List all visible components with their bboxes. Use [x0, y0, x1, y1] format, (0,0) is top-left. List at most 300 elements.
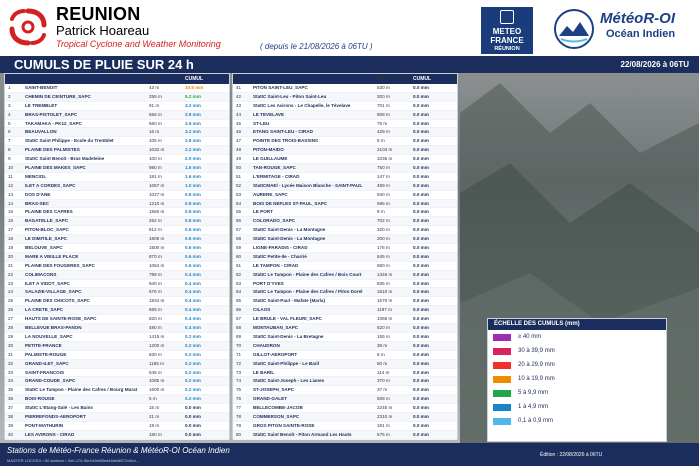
table-row	[233, 360, 457, 369]
station-name: LE DIMITILE_SAPC	[25, 236, 68, 242]
station-name: LE PORT	[253, 209, 273, 215]
table-row	[5, 333, 229, 342]
table-row	[5, 93, 229, 102]
station-name: PLAINE DES FOUGERES_SAPC	[25, 262, 95, 268]
station-name: GRAND-COUDE_SAPC	[25, 378, 76, 384]
footer-edition: Édition : 22/08/2026 à 06TU	[540, 452, 603, 458]
table-row	[233, 315, 457, 324]
station-cumul: 0.0 mm	[413, 85, 429, 90]
station-altitude: 320 m	[377, 227, 390, 233]
station-name: BRAS-PISTOLET_SAPC	[25, 111, 78, 117]
table-row	[5, 413, 229, 422]
station-altitude: 255 m	[149, 93, 162, 99]
station-altitude: 1560 m	[149, 209, 165, 215]
table-row	[5, 164, 229, 173]
station-cumul: 1.6 mm	[185, 165, 201, 171]
station-altitude: 19 m	[149, 422, 160, 428]
station-altitude: 575 m	[377, 431, 390, 437]
table-row	[5, 200, 229, 209]
station-altitude: 645 m	[377, 253, 390, 259]
table-row	[233, 120, 457, 129]
station-number: 49	[236, 156, 242, 162]
station-name: CILAOS	[253, 307, 271, 313]
station-cumul: 0.0 mm	[413, 156, 429, 162]
table-row	[5, 377, 229, 386]
table-row	[5, 226, 229, 235]
page-title: CUMULS DE PLUIE SUR 24 h	[14, 57, 194, 72]
station-number: 53	[236, 191, 242, 197]
station-number: 55	[236, 209, 242, 215]
station-cumul: 0.8 mm	[185, 191, 201, 197]
station-number: 43	[236, 102, 242, 108]
station-cumul: 0.0 mm	[413, 360, 429, 366]
table-row	[233, 351, 457, 360]
col-station: STATION	[25, 76, 47, 82]
meteo-france-logo	[481, 7, 533, 54]
station-cumul: 0.0 mm	[413, 227, 429, 233]
table-row	[5, 128, 229, 137]
station-name: MONTAUBAN_SAPC	[253, 325, 299, 331]
station-altitude: 1610 m	[377, 289, 393, 295]
legend-item	[488, 358, 666, 372]
table-row	[5, 360, 229, 369]
station-name: ETANG SAINT-LEU - CIRAD	[253, 129, 313, 135]
station-number: 6	[8, 129, 11, 135]
table-row	[233, 262, 457, 271]
station-number: 54	[236, 200, 242, 206]
station-altitude: 147 m	[377, 173, 390, 179]
station-name: LA CRETE_SAPC	[25, 307, 64, 313]
station-cumul: 2.0 mm	[185, 156, 201, 162]
station-number: 27	[8, 316, 14, 322]
legend-swatch	[493, 376, 511, 383]
station-name: GILLOT-AEROPORT	[253, 351, 298, 357]
station-number: 62	[236, 271, 242, 277]
table-row	[233, 102, 457, 111]
station-name: LE BARIL	[253, 369, 275, 375]
legend-label: 0,1 à 0,9 mm	[518, 418, 554, 424]
station-name: PLAINE DES MAKES_SAPC	[25, 165, 86, 171]
station-name: LIGNE-PARADIS - CIRAD	[253, 245, 308, 251]
station-altitude: 1200 m	[149, 342, 165, 348]
legend-item	[488, 344, 666, 358]
station-altitude: 180 m	[149, 431, 162, 437]
table-row	[233, 191, 457, 200]
station-altitude: 50 m	[377, 360, 388, 366]
station-altitude: 480 m	[149, 325, 162, 331]
table-row	[5, 422, 229, 431]
station-altitude: 1035 m	[377, 156, 393, 162]
station-number: 38	[8, 413, 14, 419]
station-cumul: 0.0 mm	[413, 405, 429, 411]
station-altitude: 37 m	[377, 387, 388, 393]
station-cumul: 0.2 mm	[185, 387, 201, 393]
station-cumul: 0.0 mm	[413, 298, 429, 304]
station-altitude: 1197 m	[377, 307, 392, 313]
station-number: 77	[236, 405, 242, 411]
table-row	[233, 128, 457, 137]
station-number: 37	[8, 405, 14, 411]
table-row	[5, 395, 229, 404]
station-number: 46	[236, 129, 242, 135]
station-number: 42	[236, 93, 242, 99]
station-altitude: 940 m	[149, 280, 162, 286]
table-row	[5, 173, 229, 182]
station-cumul: 0.0 mm	[185, 405, 201, 411]
station-name: PLAINE DES CHICOTS_SAPC	[25, 298, 90, 304]
table-row	[233, 413, 457, 422]
table-row	[233, 200, 457, 209]
station-altitude: 38 m	[377, 342, 388, 348]
station-altitude: 830 m	[149, 351, 162, 357]
station-name: BAGATELLE_SAPC	[25, 218, 69, 224]
station-altitude: 100 m	[149, 156, 162, 162]
station-name: AURERE_SAPC	[253, 191, 288, 197]
station-cumul: 0.0 mm	[413, 333, 429, 339]
station-altitude: 178 m	[377, 245, 390, 251]
station-altitude: 2103 m	[377, 147, 393, 153]
station-name: LE TREMBLET	[25, 102, 58, 108]
station-name: BELLECOMBE-JACOB	[253, 405, 303, 411]
station-cumul: 0.4 mm	[185, 316, 201, 322]
station-cumul: 0.4 mm	[185, 280, 201, 286]
table-row	[233, 244, 457, 253]
table-row	[5, 102, 229, 111]
station-number: 19	[8, 245, 14, 251]
table-row	[233, 306, 457, 315]
station-name: DOS D'ANE	[25, 191, 51, 197]
station-cumul: 0.4 mm	[185, 298, 201, 304]
table-row	[5, 217, 229, 226]
mf-line3: RÉUNION	[494, 46, 520, 52]
station-cumul: 4.2 mm	[185, 102, 201, 108]
station-name: LE BRULE - VAL FLEURI_SAPC	[253, 316, 322, 322]
station-altitude: 181 m	[149, 173, 162, 179]
station-cumul: 0.8 mm	[185, 218, 201, 224]
station-cumul: 0.0 mm	[413, 191, 429, 197]
legend-items	[488, 330, 666, 428]
station-number: 8	[8, 147, 11, 153]
station-name: MARE A VIEILLE PLACE	[25, 253, 79, 259]
table-row	[233, 297, 457, 306]
legend-swatch	[493, 418, 511, 425]
legend-label: 1 à 4,9 mm	[518, 404, 549, 410]
station-number: 13	[8, 191, 14, 197]
station-cumul: 0.0 mm	[413, 111, 429, 117]
col-altitude: ALT.	[149, 76, 160, 82]
station-cumul: 0.0 mm	[413, 351, 429, 357]
rainfall-legend	[487, 318, 667, 442]
station-cumul: 0.0 mm	[413, 236, 429, 242]
station-altitude: 545 m	[149, 369, 162, 375]
table-row	[5, 404, 229, 413]
station-name: PIERREFONDS-AEROPORT	[25, 413, 86, 419]
station-cumul: 0.0 mm	[185, 431, 201, 437]
station-altitude: 370 m	[377, 378, 390, 384]
table-row	[5, 111, 229, 120]
station-altitude: 2310 m	[377, 413, 393, 419]
legend-swatch	[493, 404, 511, 411]
station-name: BEAUVALLON	[25, 129, 57, 135]
station-cumul: 0.0 mm	[413, 325, 429, 331]
station-cumul: 0.0 mm	[413, 93, 429, 99]
station-number: 72	[236, 360, 242, 366]
legend-label: 5 à 9,9 mm	[518, 390, 549, 396]
station-cumul: 0.0 mm	[413, 138, 429, 144]
table-header	[5, 74, 229, 84]
station-name: L'ERMITAGE - CIRAD	[253, 173, 300, 179]
station-altitude: 15 m	[149, 405, 160, 411]
station-number: 48	[236, 147, 242, 153]
station-number: 9	[8, 156, 11, 162]
station-name: SAINT-FRANCOIS	[25, 369, 65, 375]
table-row	[5, 182, 229, 191]
station-cumul: 0.2 mm	[185, 351, 201, 357]
station-altitude: 1085 m	[149, 378, 165, 384]
station-cumul: 0.6 mm	[185, 236, 201, 242]
station-number: 63	[236, 280, 242, 286]
station-number: 18	[8, 236, 14, 242]
station-name: HAUTS DE SAINTE-ROSE_SAPC	[25, 316, 97, 322]
station-altitude: 1210 m	[149, 200, 165, 206]
station-altitude: 980 m	[149, 165, 162, 171]
station-number: 64	[236, 289, 242, 295]
table-body	[233, 84, 457, 440]
station-number: 2	[8, 93, 11, 99]
station-name: PORT D'YVES	[253, 280, 284, 286]
station-altitude: 79 m	[377, 120, 388, 126]
station-altitude: 105 m	[149, 138, 162, 144]
station-altitude: 1415 m	[149, 333, 165, 339]
station-number: 35	[8, 387, 14, 393]
station-number: 7	[8, 138, 11, 144]
station-altitude: 940 m	[377, 191, 390, 197]
table-row	[5, 386, 229, 395]
table-row	[5, 235, 229, 244]
station-name: PETITE-FRANCE	[25, 342, 62, 348]
station-name: LA NOUVELLE_SAPC	[25, 333, 73, 339]
station-name: PLAINE DES PALMISTES	[25, 147, 80, 153]
table-row	[233, 288, 457, 297]
mf-line2: FRANCE	[490, 36, 524, 45]
station-cumul: 0.8 mm	[185, 200, 201, 206]
station-number: 59	[236, 245, 242, 251]
station-name: POINTE DES TROIS-BASSINS	[253, 138, 319, 144]
station-name: TAKAMAKA - PK12_SAPC	[25, 120, 82, 126]
meteor-oi-title: MétéoR-OI	[600, 10, 675, 27]
table-row	[5, 306, 229, 315]
station-cumul: 0.0 mm	[413, 422, 429, 428]
table-row	[233, 217, 457, 226]
station-altitude: 21 m	[149, 413, 160, 419]
station-name: ST-LEU	[253, 120, 270, 126]
station-altitude: 9 m	[377, 209, 385, 215]
legend-title: ÉCHELLE DES CUMULS (mm)	[488, 319, 666, 330]
station-cumul: 0.0 mm	[413, 316, 429, 322]
station-cumul: 0.0 mm	[413, 289, 429, 295]
station-number: 14	[8, 200, 14, 206]
station-altitude: 1600 m	[149, 387, 165, 393]
station-cumul: 0.0 mm	[413, 378, 429, 384]
station-number: 17	[8, 227, 14, 233]
period-subtitle: ( depuis le 21/08/2026 à 06TU )	[260, 42, 373, 51]
station-cumul: 0.6 mm	[185, 245, 201, 251]
table-row	[5, 297, 229, 306]
station-name: ST-JOSEPH_SAPC	[253, 387, 295, 393]
table-row	[233, 342, 457, 351]
station-altitude: 1032 m	[149, 147, 165, 153]
station-name: ILET A CORDES_SAPC	[25, 182, 76, 188]
station-name: PONT-MATHURIN	[25, 422, 64, 428]
station-number: 75	[236, 387, 242, 393]
legend-label: 10 à 19,9 mm	[518, 376, 555, 382]
brand-tagline: Tropical Cyclone and Weather Monitoring	[56, 39, 221, 49]
table-row	[233, 111, 457, 120]
station-number: 4	[8, 111, 11, 117]
station-altitude: 200 m	[377, 236, 390, 242]
station-number: 73	[236, 369, 242, 375]
station-cumul: 0.4 mm	[185, 307, 201, 313]
station-number: 22	[8, 271, 14, 277]
station-cumul: 0.0 mm	[413, 147, 429, 153]
station-name: StatIC Saint-Joseph - Les Lianes	[253, 378, 325, 384]
station-altitude: 5 m	[149, 396, 157, 402]
station-cumul: 3.6 mm	[185, 120, 201, 126]
station-cumul: 0.2 mm	[185, 342, 201, 348]
station-cumul: 0.6 mm	[185, 262, 201, 268]
station-number: 51	[236, 173, 242, 179]
table-row	[233, 137, 457, 146]
station-altitude: 300 m	[377, 93, 390, 99]
table-row	[5, 155, 229, 164]
station-cumul: 0.0 mm	[413, 182, 429, 188]
table-row	[5, 253, 229, 262]
station-cumul: 0.0 mm	[413, 102, 429, 108]
station-altitude: 660 m	[149, 120, 162, 126]
station-cumul: 0.0 mm	[413, 369, 429, 375]
station-cumul: 10.8 mm	[185, 85, 204, 90]
station-altitude: 1348 m	[377, 271, 393, 277]
station-name: ILET A VIDOT_SAPC	[25, 280, 70, 286]
station-altitude: 1027 m	[149, 191, 165, 197]
meteor-oi-logo-icon	[553, 8, 595, 50]
station-number: 56	[236, 218, 242, 224]
station-altitude: 659 m	[149, 307, 162, 313]
station-cumul: 0.0 mm	[413, 387, 429, 393]
station-number: 61	[236, 262, 242, 268]
station-altitude: 702 m	[377, 218, 390, 224]
cyclone-logo-icon	[6, 5, 50, 49]
table-row	[5, 342, 229, 351]
table-row	[233, 271, 457, 280]
station-number: 67	[236, 316, 242, 322]
title-bar	[0, 56, 699, 73]
station-altitude: 43 m	[149, 85, 160, 90]
station-name: GROS PITON SAINTE-ROSE	[253, 422, 315, 428]
station-name: StatIC L'Etang-Salé - Les Bains	[25, 405, 93, 411]
station-altitude: 595 m	[377, 200, 390, 206]
legend-swatch	[493, 334, 511, 341]
station-name: BOIS-ROUGE	[25, 396, 55, 402]
station-number: 21	[8, 262, 14, 268]
station-altitude: 91 m	[149, 102, 160, 108]
table-row	[5, 280, 229, 289]
legend-item	[488, 372, 666, 386]
station-number: 45	[236, 120, 242, 126]
station-cumul: 0.8 mm	[185, 209, 201, 215]
station-number: 70	[236, 342, 242, 348]
station-altitude: 114 m	[377, 369, 390, 375]
station-name: StatIC Le Tampon - Plaine des Cafres / Bourg Murat	[25, 387, 138, 393]
station-number: 36	[8, 396, 14, 402]
station-altitude: 835 m	[377, 280, 390, 286]
station-number: 33	[8, 369, 14, 375]
station-number: 80	[236, 431, 242, 437]
station-altitude: 1834 m	[149, 298, 165, 304]
station-name: PALMISTE-ROUGE	[25, 351, 67, 357]
legend-label: 20 à 29,9 mm	[518, 362, 555, 368]
station-number: 47	[236, 138, 242, 144]
station-name: StatIC Le Tampon - Plaine des Cafres / Piton Dorel	[253, 289, 363, 295]
station-name: CHEMIN DE CEINTURE_SAPC	[25, 93, 91, 99]
station-name: PITON-BLOC_SAPC	[25, 227, 69, 233]
table-row	[233, 404, 457, 413]
station-name: StatIC Les Avirons - Le Chapelle, le Tévelave	[253, 102, 351, 108]
station-cumul: 0.0 mm	[413, 342, 429, 348]
station-number: 16	[8, 218, 14, 224]
station-number: 24	[8, 289, 14, 295]
station-number: 52	[236, 182, 242, 188]
station-number: 26	[8, 307, 14, 313]
station-name: StatIC Saint Benoit - Bras Madeleine	[25, 156, 105, 162]
station-number: 71	[236, 351, 242, 357]
station-number: 50	[236, 165, 242, 171]
table-row	[233, 173, 457, 182]
station-number: 65	[236, 298, 242, 304]
station-name: LE TEVELAVE	[253, 111, 285, 117]
station-number: 30	[8, 342, 14, 348]
station-name: SALAZIE-VILLAGE_SAPC	[25, 289, 82, 295]
station-name: StatIC Saint-Leu - Piton Saint-Leu	[253, 93, 327, 99]
station-number: 31	[8, 351, 14, 357]
station-cumul: 0.2 mm	[185, 396, 201, 402]
station-number: 74	[236, 378, 242, 384]
table-row	[5, 137, 229, 146]
col-station: STATION	[253, 76, 275, 82]
station-number: 68	[236, 325, 242, 331]
station-altitude: 1069 m	[377, 316, 393, 322]
header	[0, 0, 699, 56]
table-row	[233, 146, 457, 155]
brand-author: Patrick Hoareau	[56, 23, 150, 38]
station-name: StatIC Le Tampon - Plaine des Cafres / Bois Court	[253, 271, 362, 277]
mf-line1: METEO	[492, 27, 522, 36]
station-name: StatIC Saint-Denis - La Montagne	[253, 236, 326, 242]
station-number: 23	[8, 280, 14, 286]
station-cumul: 0.0 mm	[413, 129, 429, 135]
table-row	[5, 208, 229, 217]
station-name: StatIC Saint Philippe - Ecole du Tremblet	[25, 138, 114, 144]
station-name: StatIC Saint-Philippe - Le Baril	[253, 360, 320, 366]
station-altitude: 1808 m	[149, 236, 165, 242]
station-altitude: 860 m	[377, 262, 390, 268]
station-altitude: 181 m	[377, 422, 390, 428]
station-number: 20	[8, 253, 14, 259]
station-number: 78	[236, 413, 242, 419]
legend-item	[488, 414, 666, 428]
station-cumul: 0.0 mm	[185, 422, 201, 428]
station-altitude: 1067 m	[149, 182, 165, 188]
